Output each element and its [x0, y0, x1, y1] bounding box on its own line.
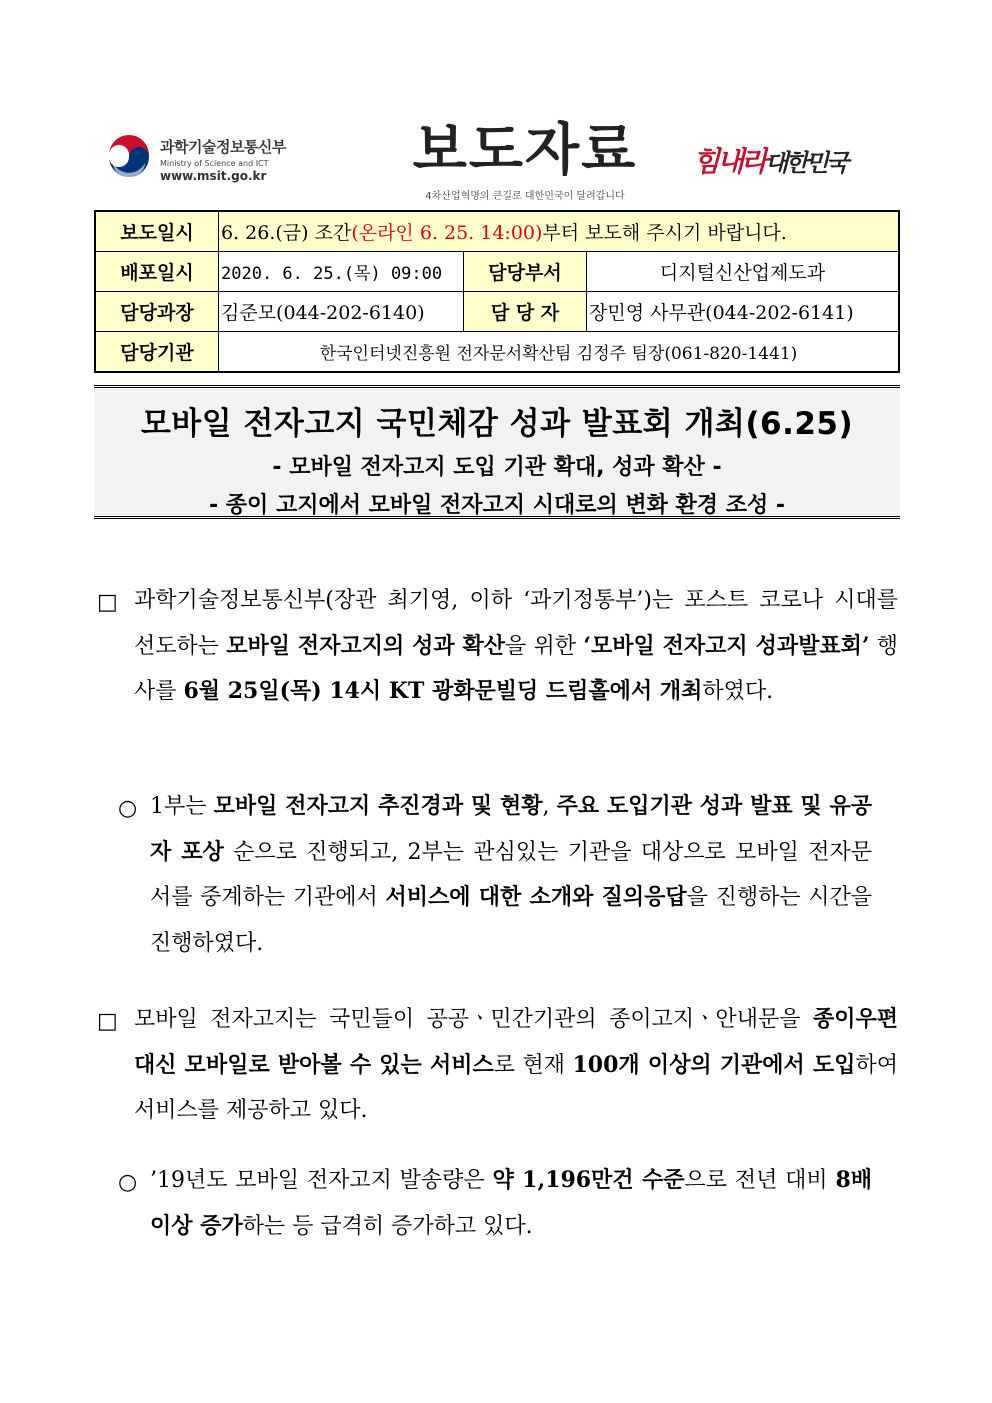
- press-release-tagline: 4차산업혁명의 큰길로 대한민국이 달려갑니다: [425, 191, 625, 202]
- paragraph-3-text: 모바일 전자고지는 국민들이 공공ㆍ민간기관의 종이고지ㆍ안내문을: [134, 1007, 813, 1032]
- page-header: [0, 0, 992, 210]
- box-bullet-icon: □: [97, 590, 118, 615]
- paragraph-2-bold: 서비스에 대한 소개와 질의응답: [385, 884, 687, 910]
- department-value: 디지털신산업제도과: [587, 252, 900, 292]
- paragraph-1-bold: 6월 25일(목) 14시 KT 광화문빌딩 드림홀에서 개최: [183, 678, 703, 704]
- release-value: [219, 211, 900, 252]
- manager-row: [95, 292, 899, 332]
- distribution-row: [95, 252, 899, 292]
- circle-bullet-icon: ○: [118, 1170, 138, 1195]
- paragraph-2: [150, 784, 872, 966]
- paragraph-1-text: 과학기술정보통신부(장관 최기영, 이하 ‘과기정통부’)는 포스트 코로나 시대를 선도하는: [134, 588, 898, 659]
- slogan-calligraphy: [693, 140, 846, 180]
- circle-bullet-icon: ○: [118, 796, 138, 821]
- paragraph-2-text: 순으로 진행되고, 2부는 관심있는 기관을 대상으로 모바일 전자문서를 중계하는 기관에서: [150, 839, 872, 910]
- ministry-url: www.msit.go.kr: [160, 169, 267, 183]
- ministry-english-name: Ministry of Science and ICT: [160, 159, 269, 168]
- paragraph-3-bold: 종이우편 대신 모바일로 받아볼 수 있는 서비스: [134, 1006, 898, 1078]
- staff-label: 담 당 자: [464, 292, 587, 332]
- paragraph-2-bold: 모바일 전자고지 추진경과 및 현황: [213, 793, 543, 819]
- agency-row: [95, 332, 899, 373]
- paragraph-2-bold: 주요 도입기관 성과 발표 및 유공자 포상: [150, 793, 872, 865]
- box-bullet-icon: □: [97, 1009, 118, 1034]
- manager-value: 김준모(044-202-6140): [219, 292, 464, 332]
- paragraph-4-bold: 약 1,196만건 수준: [492, 1167, 685, 1193]
- paragraph-1-bold: 모바일 전자고지의 성과 확산: [226, 632, 506, 659]
- paragraph-1-text: 을 위한: [505, 633, 584, 659]
- release-date: 6. 26.(금) 조간: [221, 222, 352, 244]
- release-row: [95, 211, 899, 252]
- paragraph-2-text: 1부는: [150, 794, 214, 819]
- release-info-table: [94, 210, 900, 373]
- paragraph-3-text: 하여 서비스를 제공하고 있다.: [134, 1052, 899, 1123]
- paragraph-2-text: 을 진행하는 시간을 진행하였다.: [150, 885, 872, 956]
- paragraph-4-bold: 8배 이상 증가: [150, 1167, 872, 1239]
- government-emblem-icon: [105, 133, 153, 181]
- agency-value: 한국인터넷진흥원 전자문서확산팀 김정주 팀장(061-820-1441): [219, 332, 900, 373]
- distribution-value: 2020. 6. 25.(목) 09:00: [219, 252, 464, 292]
- paragraph-1-text: 하였다.: [702, 679, 774, 704]
- paragraph-4-text: 으로 전년 대비: [684, 1168, 836, 1193]
- subheadline-2: - 종이 고지에서 모바일 전자고지 시대로의 변화 환경 조성 -: [209, 493, 785, 518]
- slogan-dark-text: 대한민국: [765, 148, 846, 177]
- paragraph-4-text: ’19년도 모바일 전자고지 발송량은: [150, 1168, 493, 1193]
- paragraph-4: [150, 1158, 872, 1249]
- manager-label: 담당과장: [95, 292, 219, 332]
- paragraph-3: [134, 997, 898, 1134]
- paragraph-1-bold: ‘모바일 전자고지 성과발표회’: [583, 632, 870, 659]
- department-label: 담당부서: [464, 252, 587, 292]
- release-online-time: (온라인 6. 25. 14:00): [351, 222, 543, 244]
- main-headline: 모바일 전자고지 국민체감 성과 발표회 개최(6.25): [140, 406, 854, 442]
- agency-label: 담당기관: [95, 332, 219, 373]
- paragraph-4-text: 하는 등 급격히 증가하고 있다.: [242, 1213, 533, 1239]
- ministry-name: 과학기술정보통신부: [160, 138, 286, 156]
- release-label: 보도일시: [95, 211, 219, 252]
- distribution-label: 배포일시: [95, 252, 219, 292]
- paragraph-3-bold: 100개 이상의 기관에서 도입: [572, 1051, 856, 1078]
- headline-box: [94, 385, 900, 519]
- subheadline-1: - 모바일 전자고지 도입 기관 확대, 성과 확산 -: [272, 455, 722, 480]
- ministry-identity: [160, 136, 286, 183]
- slogan-red-text: 힘내라: [693, 145, 766, 178]
- paragraph-1: [134, 578, 898, 715]
- paragraph-3-text: 로 현재: [493, 1052, 573, 1078]
- press-release-title: 보도자료: [412, 118, 638, 183]
- staff-value: 장민영 사무관(044-202-6141): [587, 292, 900, 332]
- paragraph-2-text: ,: [542, 794, 557, 819]
- release-note: 부터 보도해 주시기 바랍니다.: [542, 222, 787, 244]
- paragraph-1-text: 행사를: [134, 633, 899, 704]
